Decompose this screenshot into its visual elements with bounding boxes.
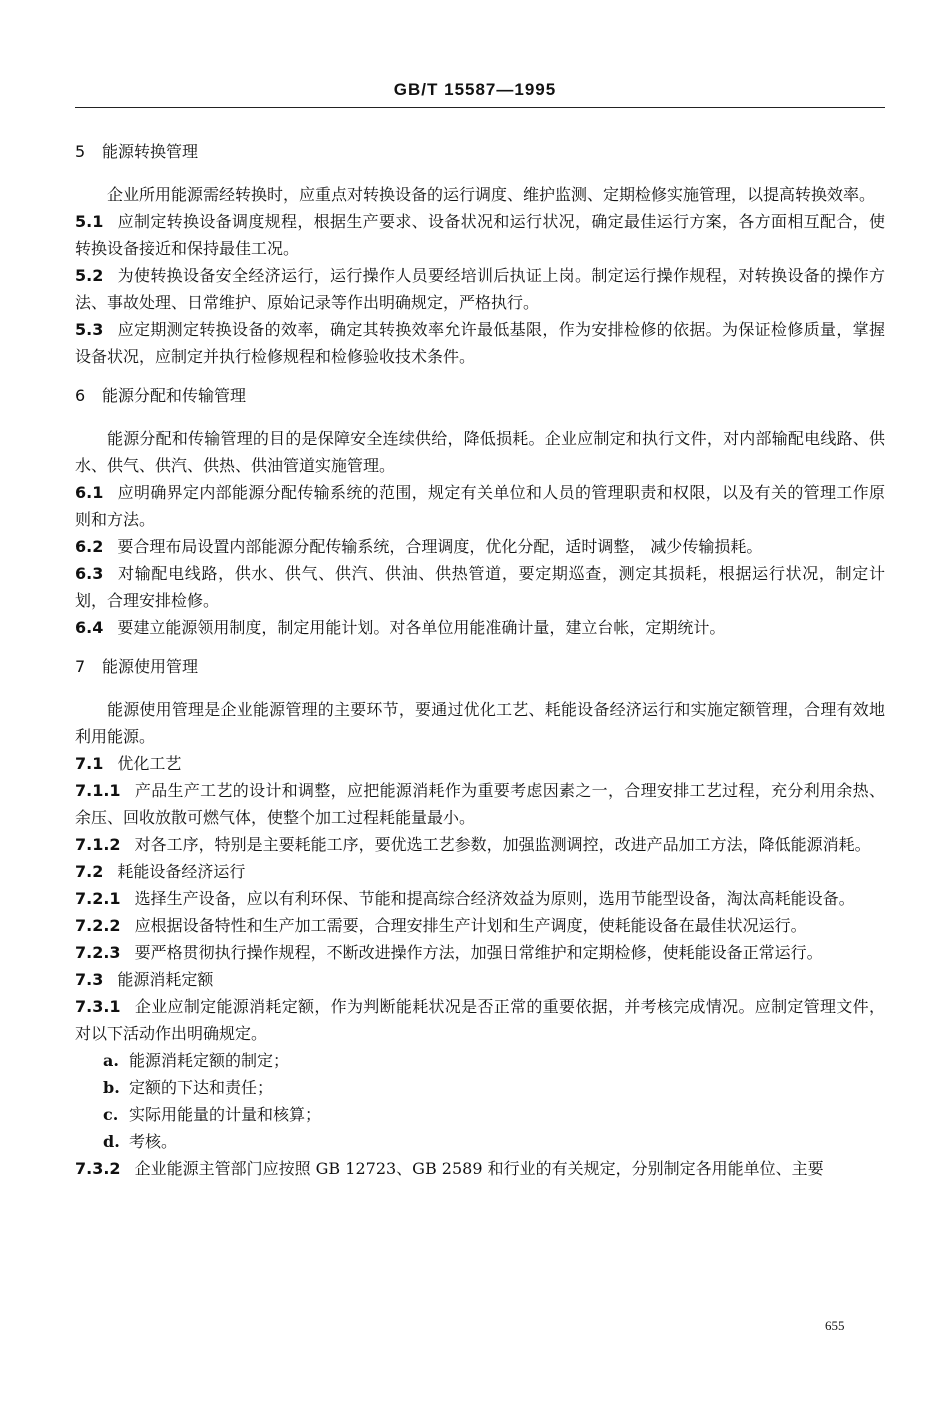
clause-number: 7.3.1 — [75, 997, 121, 1016]
clause-7-2-1 — [75, 885, 885, 912]
subsection-number: 7.3 — [75, 970, 104, 989]
section-number: 7 — [75, 657, 86, 676]
clause-text: 应根据设备特性和生产加工需要，合理安排生产计划和生产调度，使耗能设备在最佳状况运行。 — [134, 916, 807, 935]
section-number: 5 — [75, 142, 86, 161]
clause-text: 企业能源主管部门应按照 GB 12723、GB 2589 和行业的有关规定，分别制定各用能单位、主要 — [134, 1159, 824, 1178]
clause-text: 对输配电线路，供水、供气、供汽、供油、供热管道，要定期巡查，测定其损耗，根据运行状况，制定计划，合理安排检修。 — [75, 564, 885, 610]
clause-6-3 — [75, 560, 885, 614]
clause-7-2-2 — [75, 912, 885, 939]
section-title: 能源转换管理 — [102, 142, 199, 161]
clause-text: 对各工序，特别是主要耗能工序，要优选工艺参数，加强监测调控，改进产品加工方法，降低能源消耗。 — [134, 835, 871, 854]
clause-5-3 — [75, 316, 885, 370]
page-number: 655 — [825, 1318, 845, 1333]
clause-number: 5.1 — [75, 212, 104, 231]
clause-text: 应明确界定内部能源分配传输系统的范围，规定有关单位和人员的管理职责和权限，以及有关的管理工作原则和方法。 — [75, 483, 885, 529]
subsection-7-3 — [75, 966, 885, 993]
clause-number: 6.2 — [75, 537, 104, 556]
clause-5-1 — [75, 208, 885, 262]
section-title: 能源分配和传输管理 — [102, 386, 247, 405]
clause-number: 7.3.2 — [75, 1159, 121, 1178]
list-text: 能源消耗定额的制定； — [129, 1051, 290, 1070]
clause-7-3-2 — [75, 1155, 885, 1182]
clause-7-1-1 — [75, 777, 885, 831]
list-marker: c. — [103, 1105, 119, 1124]
subsection-7-2 — [75, 858, 885, 885]
clause-text: 选择生产设备，应以有利环保、节能和提高综合经济效益为原则，选用节能型设备，淘汰高耗能设备。 — [134, 889, 855, 908]
clause-number: 7.2.3 — [75, 943, 121, 962]
section-title: 能源使用管理 — [102, 657, 199, 676]
clause-text: 要建立能源领用制度，制定用能计划。对各单位用能准确计量，建立台帐，定期统计。 — [117, 618, 726, 637]
subsection-title: 能源消耗定额 — [117, 970, 214, 989]
subsection-number: 7.1 — [75, 754, 104, 773]
clause-text: 要合理布局设置内部能源分配传输系统，合理调度，优化分配，适时调整， 减少传输损耗。 — [117, 537, 763, 556]
section-heading-5 — [75, 138, 885, 165]
clause-7-1-2 — [75, 831, 885, 858]
section-intro: 能源使用管理是企业能源管理的主要环节，要通过优化工艺、耗能设备经济运行和实施定额管理，合理有效地利用能源。 — [75, 700, 885, 746]
list-text: 考核。 — [129, 1132, 178, 1151]
clause-number: 7.2.1 — [75, 889, 121, 908]
clause-text: 为使转换设备安全经济运行，运行操作人员要经培训后执证上岗。制定运行操作规程，对转换设备的操作方法、事故处理、日常维护、原始记录等作出明确规定，严格执行。 — [75, 266, 885, 312]
clause-5-2 — [75, 262, 885, 316]
clause-number: 5.3 — [75, 320, 104, 339]
subsection-number: 7.2 — [75, 862, 104, 881]
subsection-title: 优化工艺 — [117, 754, 182, 773]
clause-number: 7.1.2 — [75, 835, 121, 854]
list-text: 实际用能量的计量和核算； — [129, 1105, 322, 1124]
section-number: 6 — [75, 386, 86, 405]
list-item-d — [75, 1128, 885, 1155]
list-item-c — [75, 1101, 885, 1128]
clause-7-3-1 — [75, 993, 885, 1047]
subsection-title: 耗能设备经济运行 — [117, 862, 246, 881]
list-marker: b. — [103, 1078, 120, 1097]
list-marker: d. — [103, 1132, 120, 1151]
clause-text: 要严格贯彻执行操作规程，不断改进操作方法，加强日常维护和定期检修，使耗能设备正常运行。 — [134, 943, 823, 962]
section-heading-6 — [75, 382, 885, 409]
header-rule — [75, 107, 885, 108]
clause-text: 产品生产工艺的设计和调整，应把能源消耗作为重要考虑因素之一，合理安排工艺过程，充分利用余热、余压、回收放散可燃气体，使整个加工过程耗能量最小。 — [75, 781, 885, 827]
clause-number: 5.2 — [75, 266, 104, 285]
clause-6-1 — [75, 479, 885, 533]
list-marker: a. — [103, 1051, 119, 1070]
subsection-7-1 — [75, 750, 885, 777]
clause-number: 7.1.1 — [75, 781, 121, 800]
document-body — [75, 138, 885, 1182]
list-text: 定额的下达和责任； — [129, 1078, 274, 1097]
spacer — [75, 370, 885, 382]
clause-number: 6.1 — [75, 483, 104, 502]
list-item-a — [75, 1047, 885, 1074]
clause-text: 应制定转换设备调度规程，根据生产要求、设备状况和运行状况，确定最佳运行方案，各方面相互配合，使转换设备接近和保持最佳工况。 — [75, 212, 885, 258]
document-header: GB/T 15587—1995 — [393, 80, 557, 99]
clause-number: 7.2.2 — [75, 916, 121, 935]
spacer — [75, 641, 885, 653]
clause-text: 应定期测定转换设备的效率，确定其转换效率允许最低基限，作为安排检修的依据。为保证检修质量，掌握设备状况，应制定并执行检修规程和检修验收技术条件。 — [75, 320, 885, 366]
section-heading-7 — [75, 653, 885, 680]
section-intro: 企业所用能源需经转换时，应重点对转换设备的运行调度、维护监测、定期检修实施管理，以提高转换效率。 — [107, 185, 876, 204]
clause-number: 6.3 — [75, 564, 104, 583]
clause-number: 6.4 — [75, 618, 104, 637]
clause-7-2-3 — [75, 939, 885, 966]
section-intro: 能源分配和传输管理的目的是保障安全连续供给，降低损耗。企业应制定和执行文件，对内部输配电线路、供水、供气、供汽、供热、供油管道实施管理。 — [75, 429, 885, 475]
list-item-b — [75, 1074, 885, 1101]
clause-6-4 — [75, 614, 885, 641]
clause-text: 企业应制定能源消耗定额，作为判断能耗状况是否正常的重要依据，并考核完成情况。应制定管理文件，对以下活动作出明确规定。 — [75, 997, 885, 1043]
clause-6-2 — [75, 533, 885, 560]
